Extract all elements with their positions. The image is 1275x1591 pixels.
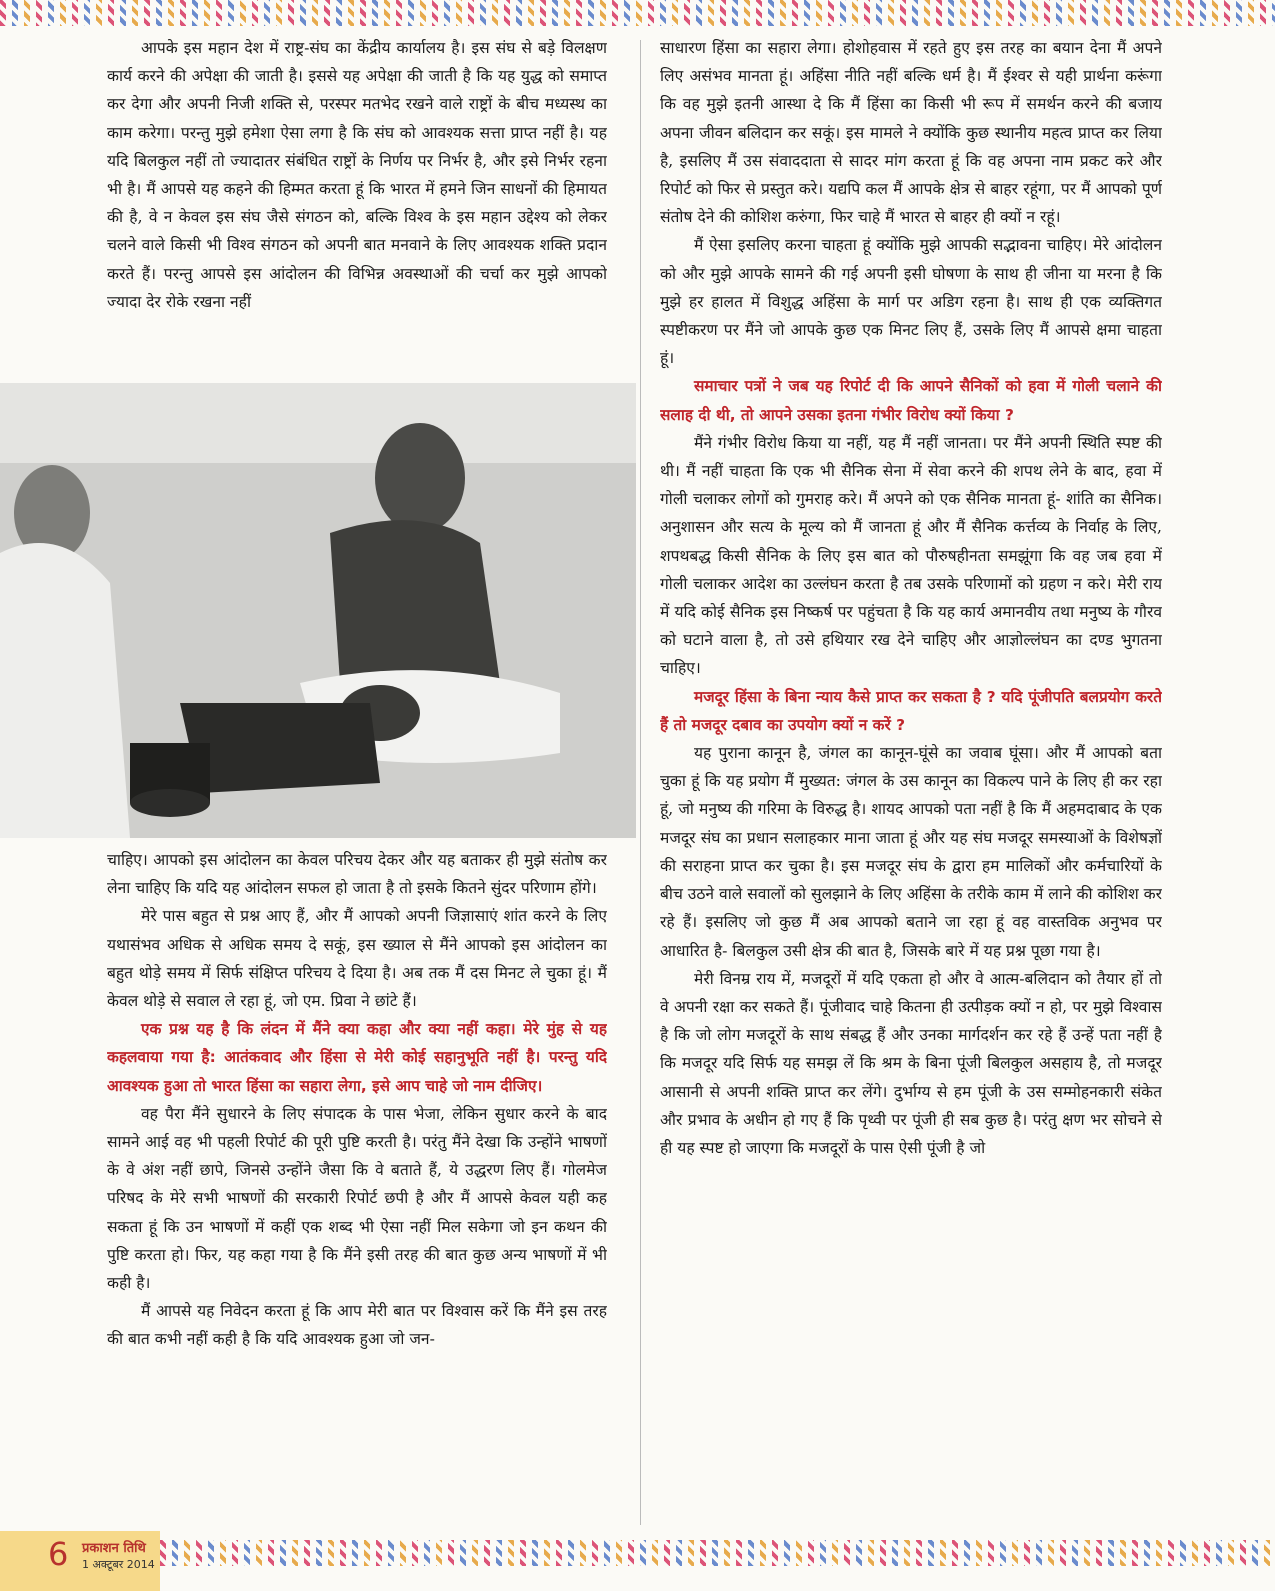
paragraph: मेरी विनम्र राय में, मजदूरों में यदि एकता हो और वे आत्म-बलिदान को तैयार हों तो वे अपनी रक्षा कर सकते हैं। पूंजीवाद चाहे कितना ही उत्पीड़क क्यों न हो, पर मुझे विश्वास है कि जो लोग मजदूरों के साथ संबद्ध हैं और उनका मार्गदर्शन कर रहे हैं उन्हें पता नहीं है कि मजदूर यदि सिर्फ यह समझ लें कि श्रम के बिना पूंजी बिलकुल असहाय है, तो मजदूर आसानी से अपनी शक्ति प्राप्त कर लेंगे। दुर्भाग्य से हम पूंजी के उस सम्मोहनकारी संकेत और प्रभाव के अधीन हो गए हैं कि पृथ्वी पर पूंजी ही सब कुछ है। परंतु क्षण भर सोचने से ही यह स्पष्ट हो जाएगा कि मजदूरों के पास ऐसी पूंजी है जो [660, 969, 1162, 1157]
right-column [660, 34, 1162, 1529]
decorative-border-bottom [160, 1540, 1275, 1566]
decorative-border-top [0, 0, 1275, 26]
photograph [0, 383, 636, 838]
publication-date: 1 अक्टूबर 2014 [82, 1558, 155, 1571]
left-column-top [107, 34, 607, 379]
paragraph: यह पुराना कानून है, जंगल का कानून-घूंसे का जवाब घूंसा। और मैं आपको बता चुका हूं कि यह प्रयोग मैं मुख्यत: जंगल के उस कानून का विकल्प पाने के लिए ही कर रहा हूं, जो मनुष्य की गरिमा के विरुद्ध है। शायद आपको पता नहीं है कि मैं अहमदाबाद के एक मजदूर संघ का प्रधान सलाहकार माना जाता हूं और यह संघ मजदूर समस्याओं के विशेषज्ञों की सराहना प्राप्त कर चुका है। इस मजदूर संघ के द्वारा हम मालिकों और कर्मचारियों के बीच उठने वाले सवालों को सुलझाने के लिए अहिंसा के तरीके काम में लाने की कोशिश कर रहे हैं। इसलिए जो कुछ मैं अब आपको बताने जा रहा हूं वह वास्तविक अनुभव पर आधारित है- बिलकुल उसी क्षेत्र की बात है, जिसके बारे में यह प्रश्न पूछा गया है। [660, 744, 1162, 960]
question-heading: समाचार पत्रों ने जब यह रिपोर्ट दी कि आपने सैनिकों को हवा में गोली चलाने की सलाह दी थी, तो आपने उसका इतना गंभीर विरोध क्यों किया ? [660, 377, 1162, 424]
paragraph: आपके इस महान देश में राष्ट्र-संघ का केंद्रीय कार्यालय है। इस संघ से बड़े विलक्षण कार्य करने की अपेक्षा की जाती है। इससे यह अपेक्षा की जाती है कि यह युद्ध को समाप्त कर देगा और अपनी निजी शक्ति से, परस्पर मतभेद रखने वाले राष्ट्रों के बीच मध्यस्थ का काम करेगा। परन्तु मुझे हमेशा ऐसा लगा है कि संघ को आवश्यक सत्ता प्राप्त नहीं है। यह यदि बिलकुल नहीं तो ज्यादातर संबंधित राष्ट्रों के निर्णय पर निर्भर है, और इसे निर्भर रहना भी है। मैं आपसे यह कहने की हिम्मत करता हूं कि भारत में हमने जिन साधनों की हिमायत की है, वे न केवल इस संघ जैसे संगठन को, बल्कि विश्व के इस महान उद्देश्य को लेकर चलने वाले किसी भी विश्व संगठन को अपनी बात मनवाने के लिए आवश्यक शक्ति प्रदान करते हैं। परन्तु आपसे इस आंदोलन की विभिन्न अवस्थाओं की चर्चा कर मुझे आपको ज्यादा देर रोके रखना नहीं [107, 39, 607, 311]
left-column-bottom [107, 846, 607, 1526]
publication-label: प्रकाशन तिथि [82, 1541, 146, 1556]
question-heading: मजदूर हिंसा के बिना न्याय कैसे प्राप्त कर सकता है ? यदि पूंजीपति बलप्रयोग करते हैं तो मजदूर दबाव का उपयोग क्यों न करें ? [660, 687, 1162, 734]
question-heading: एक प्रश्न यह है कि लंदन में मैंने क्या कहा और क्या नहीं कहा। मेरे मुंह से यह कहलवाया गया है: आतंकवाद और हिंसा से मेरी कोई सहानुभूति नहीं है। परन्तु यदि आवश्यक हुआ तो भारत हिंसा का सहारा लेगा, इसे आप चाहे जो नाम दीजिए। [107, 1020, 607, 1095]
paragraph: मेरे पास बहुत से प्रश्न आए हैं, और मैं आपको अपनी जिज्ञासाएं शांत करने के लिए यथासंभव अधिक से अधिक समय दे सकूं, इस ख्याल से मैंने आपको इस आंदोलन का बहुत थोड़े समय में सिर्फ संक्षिप्त परिचय दे दिया है। अब तक मैं दस मिनट ले चुका हूं। मैं केवल थोड़े से सवाल ले रहा हूं, जो एम. प्रिवा ने छांटे हैं। [107, 907, 607, 1011]
paragraph: चाहिए। आपको इस आंदोलन का केवल परिचय देकर और यह बताकर ही मुझे संतोष कर लेना चाहिए कि यदि यह आंदोलन सफल हो जाता है तो इसके कितने सुंदर परिणाम होंगे। [107, 851, 607, 898]
paragraph: मैंने गंभीर विरोध किया या नहीं, यह मैं नहीं जानता। पर मैंने अपनी स्थिति स्पष्ट की थी। मैं नहीं चाहता कि एक भी सैनिक सेना में सेवा करने की शपथ लेने के बाद, हवा में गोली चलाकर लोगों को गुमराह करे। मैं अपने को एक सैनिक मानता हूं- शांति का सैनिक। अनुशासन और सत्य के मूल्य को मैं जानता हूं और मैं सैनिक कर्त्तव्य के निर्वाह के लिए, शपथबद्ध किसी सैनिक के लिए इस बात को पौरुषहीनता समझूंगा कि वह जब हवा में गोली चलाकर आदेश का उल्लंघन करता है तब उसके परिणामों को ग्रहण न करे। मेरी राय में यदि कोई सैनिक इस निष्कर्ष पर पहुंचता है कि यह कार्य अमानवीय तथा मनुष्य के गौरव को घटाने वाला है, तो उसे हथियार रख देने चाहिए और आज्ञोल्लंघन का दण्ड भुगतना चाहिए। [660, 433, 1162, 678]
page-number: 6 [48, 1535, 69, 1573]
paragraph: मैं आपसे यह निवेदन करता हूं कि आप मेरी बात पर विश्वास करें कि मैंने इस तरह की बात कभी नहीं कही है कि यदि आवश्यक हुआ जो जन- [107, 1302, 607, 1349]
column-divider [640, 40, 641, 1525]
paragraph: वह पैरा मैंने सुधारने के लिए संपादक के पास भेजा, लेकिन सुधार करने के बाद सामने आई वह भी पहली रिपोर्ट की पूरी पुष्टि करती है। परंतु मैंने देखा कि उन्होंने भाषणों के वे अंश नहीं छापे, जिनसे उन्होंने जैसा कि वे बताते हैं, ये उद्धरण लिए हैं। गोलमेज परिषद के मेरे सभी भाषणों की सरकारी रिपोर्ट छपी है और मैं आपसे केवल यही कह सकता हूं कि उन भाषणों में कहीं एक शब्द भी ऐसा नहीं मिल सकेगा जो इन कथन की पुष्टि करता हो। फिर, यह कहा गया है कि मैंने इसी तरह की बात कुछ अन्य भाषणों में भी कही है। [107, 1104, 607, 1293]
paragraph: साधारण हिंसा का सहारा लेगा। होशोहवास में रहते हुए इस तरह का बयान देना मैं अपने लिए असंभव मानता हूं। अहिंसा नीति नहीं बल्कि धर्म है। मैं ईश्वर से यही प्रार्थना करूंगा कि वह मुझे इतनी आस्था दे कि मैं हिंसा का किसी भी रूप में समर्थन करने की बजाय अपना जीवन बलिदान कर सकूं। इस मामले ने क्योंकि कुछ स्थानीय महत्व प्राप्त कर लिया है, इसलिए मैं उस संवाददाता से सादर मांग करता हूं कि वह अपना नाम प्रकट करे और रिपोर्ट को फिर से प्रस्तुत करे। यद्यपि कल मैं आपके क्षेत्र से बाहर रहूंगा, पर मैं आपको पूर्ण संतोष देने की कोशिश करुंगा, फिर चाहे मैं भारत से बाहर ही क्यों न रहूं। [660, 39, 1162, 227]
paragraph: मैं ऐसा इसलिए करना चाहता हूं क्योंकि मुझे आपकी सद्भावना चाहिए। मेरे आंदोलन को और मुझे आपके सामने की गई अपनी इसी घोषणा के साथ ही जीना या मरना है कि मुझे हर हालत में विशुद्ध अहिंसा के मार्ग पर अडिग रहना है। साथ ही एक व्यक्तिगत स्पष्टीकरण पर मैंने जो आपके कुछ एक मिनट लिए हैं, उसके लिए मैं आपसे क्षमा चाहता हूं। [660, 236, 1162, 368]
